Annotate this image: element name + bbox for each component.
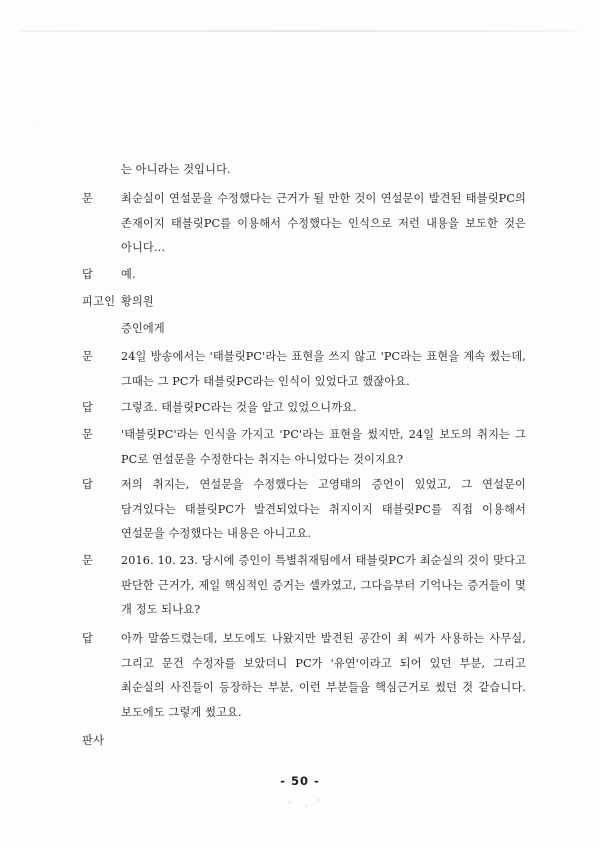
speaker-label: 답 xyxy=(82,478,94,491)
speaker-label: 피고인 xyxy=(82,295,116,308)
entry-text: 저의 취지는, 연설문을 수정했다는 고영태의 증언이 있었고, 그 연설문이 담겨있다는 태블릿PC가 발견되었다는 취지이지 태블릿PC를 직접 이용해서 연설문을 수정했다는 내용은 아니고요. xyxy=(121,478,526,540)
entry-text: 아까 말씀드렸는데, 보도에도 나왔지만 발견된 공간이 최 씨가 사용하는 사무실, 그리고 문건 수정자를 보았더니 PC가 '유연'이라고 되어 있던 부분, 그리고 최순실의 사진들이 등장하는 부분, 이런 부분들을 핵심근거로 썼던 것 같습니다. 보도에도 그렇게 썼고요. xyxy=(121,632,526,719)
speaker-label: 답 xyxy=(82,401,94,414)
speaker-label: 답 xyxy=(82,632,94,645)
entry-text: 그렇죠. 태블릿PC라는 것을 알고 있었으니까요. xyxy=(121,401,357,414)
entry-text: 최순실이 연설문을 수정했다는 근거가 될 만한 것이 연설문이 발견된 태블릿PC의 존재이지 태블릿PC를 이용해서 수정했다는 인식으로 저런 내용을 보도한 것은 아니다… xyxy=(121,192,526,254)
entry-text: 예. xyxy=(121,268,136,281)
entry-text: 황의원 xyxy=(121,295,154,308)
speaker-label: 판사 xyxy=(82,734,105,747)
speaker-label: 답 xyxy=(82,268,94,281)
page-number: - 50 - xyxy=(280,774,320,788)
entry-text: '태블릿PC'라는 인식을 가지고 'PC'라는 표현을 썼지만, 24일 보도의 취지는 그 PC로 연설문을 수정한다는 취지는 아니었다는 것이지요? xyxy=(121,428,526,466)
entry-text: 24일 방송에서는 '태블릿PC'라는 표현을 쓰지 않고 'PC라는 표현을 계속 썼는데, 그때는 그 PC가 태블릿PC라는 인식이 있었다고 했잖아요. xyxy=(121,350,526,388)
scan-edge-artifact xyxy=(18,30,578,32)
scan-speck: ˎ xyxy=(34,120,36,127)
entry-text: 2016. 10. 23. 당시에 증인이 특별취재팀에서 태블릿PC가 최순실의 것이 맞다고 판단한 근거가, 제일 핵심적인 증거는 셀카였고, 그다음부터 기억나는 증거들이 몇 개 정도 되나요? xyxy=(121,554,526,616)
speaker-label: 문 xyxy=(82,554,94,567)
entry-text: 는 아니라는 것입니다. xyxy=(121,163,231,176)
scan-smudge xyxy=(280,794,328,814)
speaker-label: 문 xyxy=(82,428,94,441)
speaker-label: 문 xyxy=(82,192,94,205)
speaker-label: 문 xyxy=(82,350,94,363)
entry-text: 증인에게 xyxy=(121,322,165,335)
